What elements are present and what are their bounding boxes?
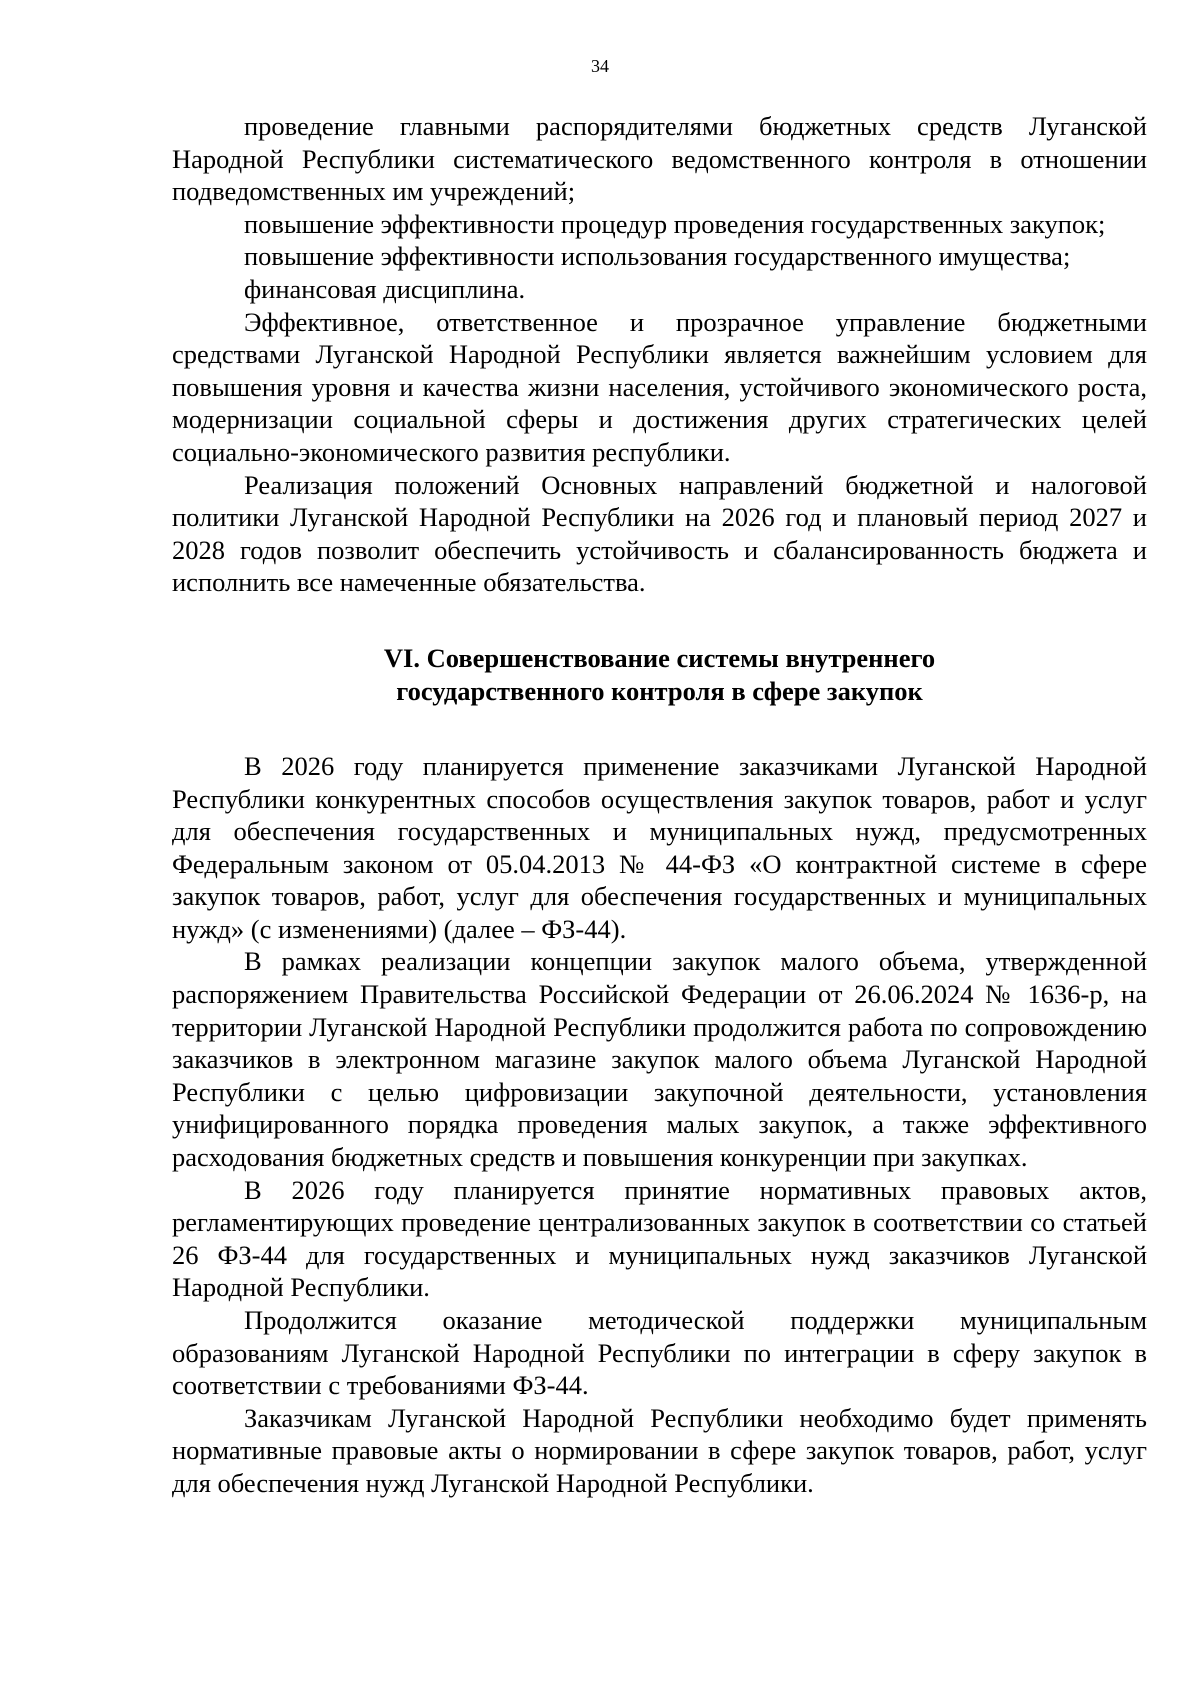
paragraph: повышение эффективности процедур проведения государственных закупок; [244,208,1106,239]
paragraph: повышение эффективности использования государственного имущества; [244,241,1071,272]
paragraph: Эффективное, ответственное и прозрачное управление бюджетными средствами Луганской Народной Республики является важнейшим условием для повышения уровня и качества жизни населения, устойчивого экономического роста, модернизации социальной сферы и достижения других стратегических целей социально-экономического развития республики. [172,306,1147,467]
paragraph: В рамках реализации концепции закупок малого объема, утвержденной распоряжением Правительства Российской Федерации от 26.06.2024 № 1636-р, на территории Луганской Народной Республики продолжится работа по сопровождению заказчиков в электронном магазине закупок малого объема Луганской Народной Республики с целью цифровизации закупочной деятельности, установления унифицированного порядка проведения малых закупок, а также эффективного расходования бюджетных средств и повышения конкуренции при закупках. [172,946,1147,1173]
section-heading [172,642,1147,708]
paragraph: В 2026 году планируется применение заказчиками Луганской Народной Республики конкурентных способов осуществления закупок товаров, работ и услуг для обеспечения государственных и муниципальных нужд, предусмотренных Федеральным законом от 05.04.2013 № 44-ФЗ «О контрактной системе в сфере закупок товаров, работ, услуг для обеспечения государственных и муниципальных нужд» (с изменениями) (далее – ФЗ-44). [172,750,1147,944]
paragraph: Заказчикам Луганской Народной Республики необходимо будет применять нормативные правовые акты о нормировании в сфере закупок товаров, работ, услуг для обеспечения нужд Луганской Народной Республики. [172,1402,1147,1498]
paragraph: финансовая дисциплина. [244,273,526,304]
paragraph: проведение главными распорядителями бюджетных средств Луганской Народной Республики систематического ведомственного контроля в отношении подведомственных им учреждений; [172,111,1147,207]
section-heading-line: государственного контроля в сфере закупок [396,675,923,706]
document-body [172,110,1147,1500]
paragraph: Продолжится оказание методической поддержки муниципальным образованиям Луганской Народной Республики по интеграции в сферу закупок в соответствии с требованиями ФЗ-44. [172,1305,1147,1401]
paragraph: Реализация положений Основных направлений бюджетной и налоговой политики Луганской Народной Республики на 2026 год и плановый период 2027 и 2028 годов позволит обеспечить устойчивость и сбалансированность бюджета и исполнить все намеченные обязательства. [172,469,1147,598]
page-number: 34 [591,56,609,76]
paragraph: В 2026 году планируется принятие нормативных правовых актов, регламентирующих проведение централизованных закупок в соответствии со статьей 26 ФЗ-44 для государственных и муниципальных нужд заказчиков Луганской Народной Республики. [172,1174,1147,1303]
section-heading-line: VI. Совершенствование системы внутреннего [383,642,936,673]
